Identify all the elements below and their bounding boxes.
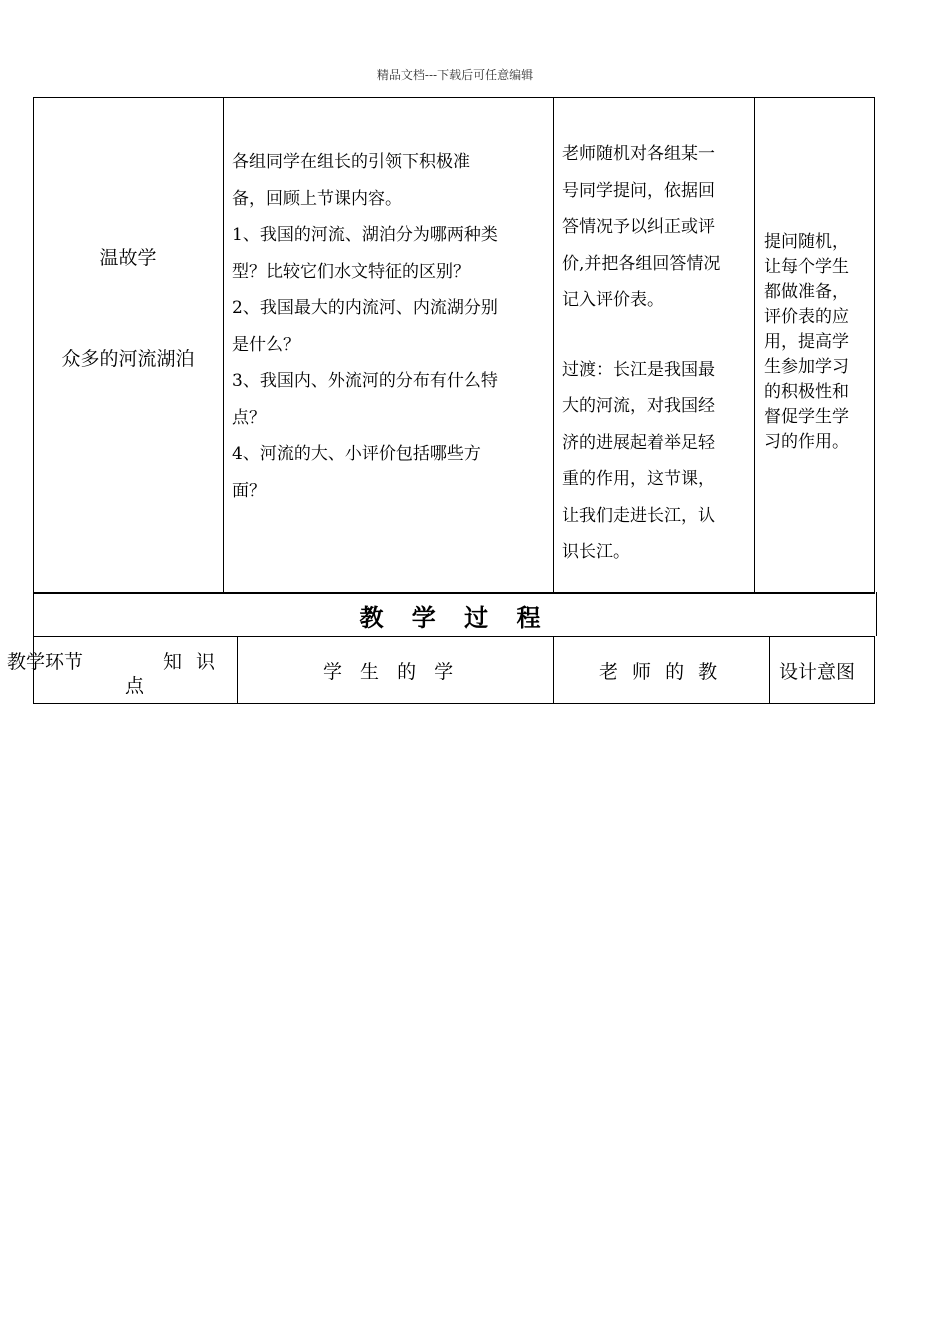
table-divider [223, 98, 224, 592]
text-line: 生参加学习 [764, 357, 849, 377]
section-title: 教 学 过 程 [33, 592, 877, 636]
text-line: 1、我国的河流、湖泊分为哪两种类 [232, 225, 498, 245]
header-knowledge: 知 识 [163, 651, 220, 673]
table-divider [553, 637, 554, 703]
teacher-activity-cell [562, 136, 752, 571]
text-line: 3、我国内、外流河的分布有什么特 [232, 371, 498, 391]
text-line: 点？ [232, 407, 266, 428]
lesson-table-review [33, 97, 875, 594]
text-line: 2、我国最大的内流河、内流湖分别 [232, 298, 498, 318]
text-line: 都做准备， [764, 282, 849, 302]
text-line: 型？比较它们水文特征的区别？ [232, 261, 470, 282]
student-activity-cell [232, 144, 548, 509]
table-divider [769, 637, 770, 703]
text-line: 过渡：长江是我国最 [562, 359, 715, 380]
paragraph-gap [562, 319, 752, 352]
text-line: 面？ [232, 480, 266, 501]
header-student-learning: 学 生 的 学 [323, 661, 460, 683]
text-line: 用，提高学 [764, 332, 849, 352]
text-line: 让每个学生 [764, 257, 849, 277]
table-divider [237, 637, 238, 703]
text-line: 提问随机， [764, 232, 849, 252]
design-intent-cell [764, 230, 870, 455]
text-line: 评价表的应 [764, 307, 849, 327]
text-line: 习的作用。 [764, 432, 849, 452]
text-line: 号同学提问，依据回 [562, 180, 715, 201]
text-line: 老师随机对各组某一 [562, 144, 715, 164]
header-knowledge-cont: 点 [125, 675, 145, 697]
header-design-intent: 设计意图 [779, 661, 856, 683]
page-header: 精品文档---下载后可任意编辑 [376, 68, 534, 82]
text-line: 让我们走进长江，认 [562, 505, 715, 526]
process-header-table [7, 636, 875, 704]
text-line: 4、河流的大、小评价包括哪些方 [232, 444, 481, 464]
text-line: 济的进展起着举足轻 [562, 432, 715, 453]
text-line: 价,并把各组回答情况 [562, 253, 721, 274]
review-topic-cell [33, 98, 223, 592]
text-line: 的积极性和 [764, 382, 849, 402]
text-line: 记入评价表。 [562, 290, 664, 310]
text-line: 各组同学在组长的引领下积极准 [232, 152, 470, 172]
text-line: 备，回顾上节课内容。 [232, 188, 402, 209]
text-line: 识长江。 [562, 542, 630, 562]
table-border-right [874, 637, 875, 703]
review-topic-label: 众多的河流湖泊 [61, 348, 195, 370]
review-stage-label: 温故学 [99, 247, 157, 269]
table-border-right [874, 98, 875, 592]
text-line: 督促学生学 [764, 407, 849, 427]
text-line: 是什么？ [232, 334, 300, 355]
header-stage: 教学环节 [7, 651, 84, 673]
text-line: 答情况予以纠正或评 [562, 217, 715, 237]
table-divider [553, 98, 554, 592]
text-line: 大的河流，对我国经 [562, 396, 715, 416]
header-teacher-teaching: 老 师 的 教 [599, 661, 722, 683]
text-line: 重的作用，这节课， [562, 469, 715, 489]
table-divider [754, 98, 755, 592]
